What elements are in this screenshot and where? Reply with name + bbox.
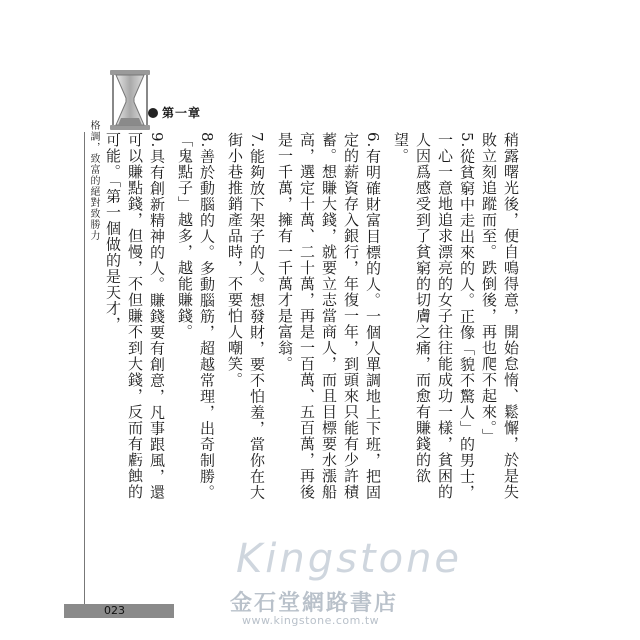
chapter-bullet-icon bbox=[148, 108, 158, 118]
page-number: 023 bbox=[104, 604, 125, 617]
hourglass-icon bbox=[104, 68, 156, 132]
paragraph: 9.具有創新精神的人。賺錢要有創意，凡事跟風，還可以賺點錢，但慢，不但賺不到大錢，反而有虧蝕的可能。「第一個做的是天才， bbox=[104, 132, 166, 501]
running-book-title: 格調，致富的絕對致勝力 bbox=[88, 120, 99, 241]
paragraph: 6.有明確財富目標的人。一個人單調地上下班，把固定的薪資存入銀行，年復一年，到頭來只能有少許積蓄。想賺大錢，就要立志當商人，而且目標要水漲船高，選定十萬、二十萬，再是一百萬、五百萬，再後是一千萬，擁有一千萬才是富翁。 bbox=[276, 132, 382, 501]
chapter-label: 第一章 bbox=[162, 106, 202, 120]
watermark-brand-cjk: 金石堂網路書店 bbox=[230, 590, 399, 616]
body-text bbox=[96, 132, 522, 514]
chapter-marker bbox=[148, 104, 201, 121]
paragraph: 7.能夠放下架子的人。想發財，要不怕羞，當你在大街小巷推銷產品時，不要怕人嘲笑。 bbox=[226, 132, 266, 501]
watermark-brand-latin: Kingstone bbox=[236, 536, 463, 582]
paragraph: 稍露曙光後，便自鳴得意，開始怠惰、鬆懈，於是失敗立刻追蹤而至。跌倒後，再也爬不起來。」 bbox=[480, 132, 520, 500]
margin-rule bbox=[84, 132, 85, 612]
paragraph: 8.善於動腦的人。多動腦筋，超越常理，出奇制勝。「鬼點子」越多，越能賺錢。 bbox=[176, 132, 216, 501]
watermark-url: www.kingstone.com.tw bbox=[242, 614, 380, 627]
paragraph: 5.從貧窮中走出來的人。正像「貌不驚人」的男士，一心一意地追求漂亮的女子往往能成功一樣，貧困的人因爲感受到了貧窮的切膚之痛，而愈有賺錢的欲望。 bbox=[392, 132, 476, 501]
